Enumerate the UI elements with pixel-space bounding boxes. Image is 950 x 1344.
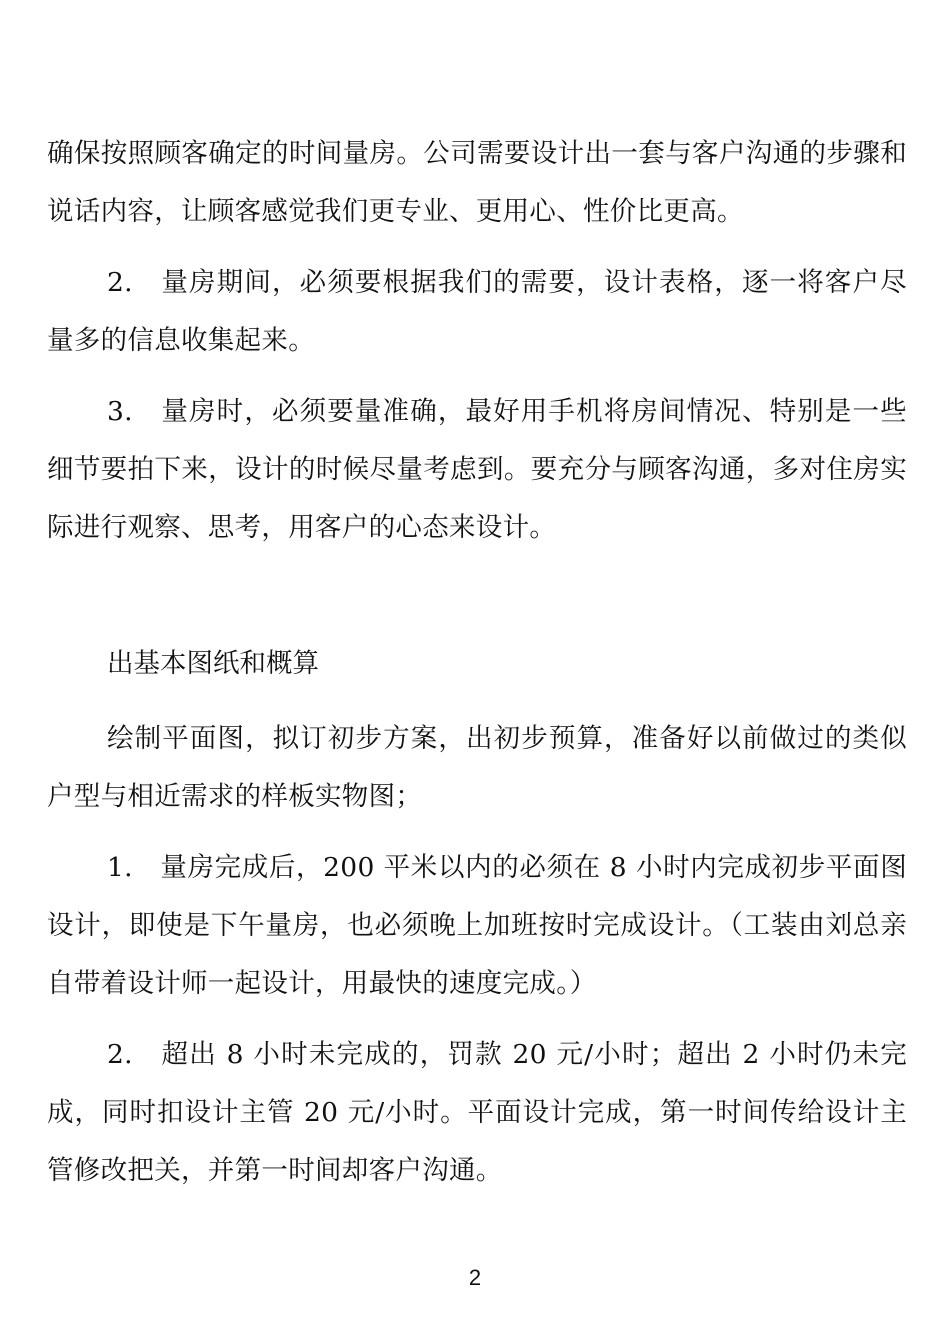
paragraph-continuation: 确保按照顾客确定的时间量房。公司需要设计出一套与客户沟通的步骤和说话内容，让顾客感觉我们更专业、更用心、性价比更高。 — [47, 138, 907, 227]
paragraph-item-1-design: 1. 量房完成后，200 平米以内的必须在 8 小时内完成初步平面图设计，即使是下午量房，也必须晚上加班按时完成设计。（工装由刘总亲自带着设计师一起设计，用最快的速度完成。） — [47, 852, 907, 999]
paragraph-item-2-survey: 2. 量房期间，必须要根据我们的需要，设计表格，逐一将客户尽量多的信息收集起来。 — [47, 267, 907, 356]
paragraph-item-3-survey: 3. 量房时，必须要量准确，最好用手机将房间情况、特别是一些细节要拍下来，设计的时候尽量考虑到。要充分与顾客沟通，多对住房实际进行观察、思考，用客户的心态来设计。 — [47, 396, 907, 543]
paragraph-item-2-penalty: 2. 超出 8 小时未完成的，罚款 20 元/小时；超出 2 小时仍未完成，同时扣设计主管 20 元/小时。平面设计完成，第一时间传给设计主管修改把关，并第一时间却客户沟通。 — [47, 1039, 907, 1186]
paragraph-section-intro: 绘制平面图，拟订初步方案，出初步预算，准备好以前做过的类似户型与相近需求的样板实物图； — [47, 723, 907, 812]
section-heading: 出基本图纸和概算 — [107, 648, 319, 679]
page-number: 2 — [468, 1265, 482, 1290]
